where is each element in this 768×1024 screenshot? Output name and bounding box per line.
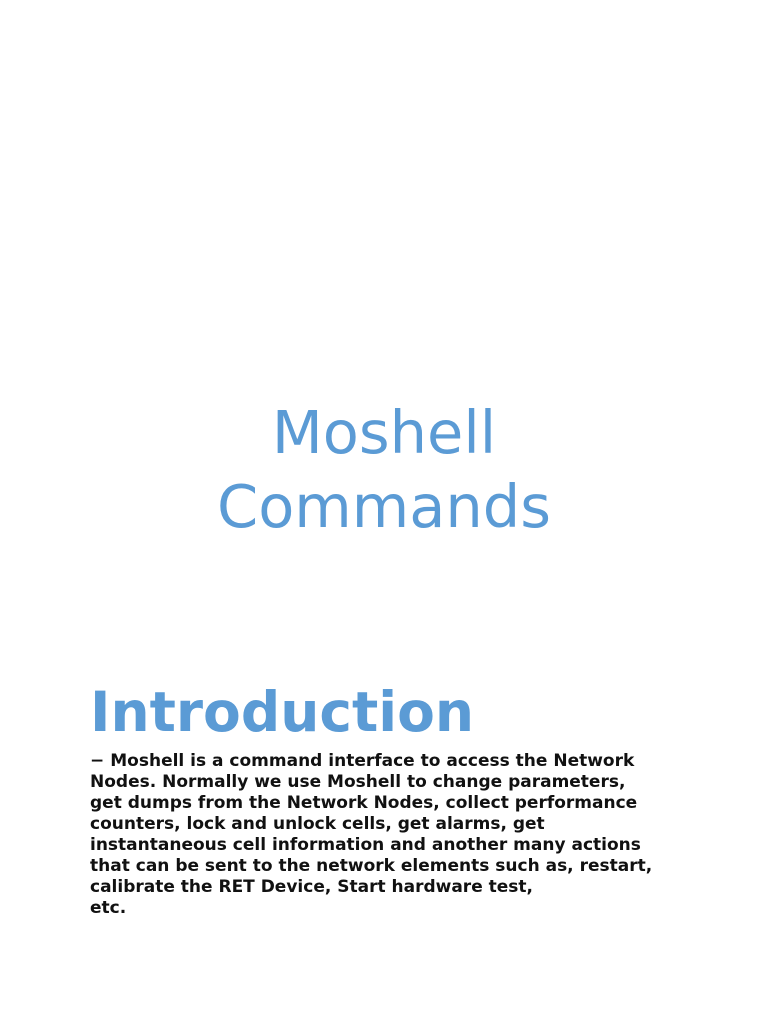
document-title [0,396,768,544]
introduction-paragraph [90,751,690,919]
dash-bullet-marker: − [90,751,105,771]
paragraph-line-4: counters, lock and unlock cells, get alarms, get [90,814,545,834]
paragraph-line-5: instantaneous cell information and another many actions [90,835,641,855]
paragraph-line-6: that can be sent to the network elements such as, restart, [90,856,653,876]
paragraph-line-1 [90,751,690,772]
paragraph-line-2: Nodes. Normally we use Moshell to change parameters, [90,772,626,792]
section-heading-introduction: Introduction [90,680,475,744]
title-line-1: Moshell [271,398,497,467]
paragraph-line-8: etc. [90,898,127,918]
paragraph-line-1-text: Moshell is a command interface to access the Network [110,751,635,771]
title-line-2: Commands [217,472,551,541]
paragraph-line-7: calibrate the RET Device, Start hardware test, [90,877,533,897]
paragraph-line-3: get dumps from the Network Nodes, collect performance [90,793,638,813]
